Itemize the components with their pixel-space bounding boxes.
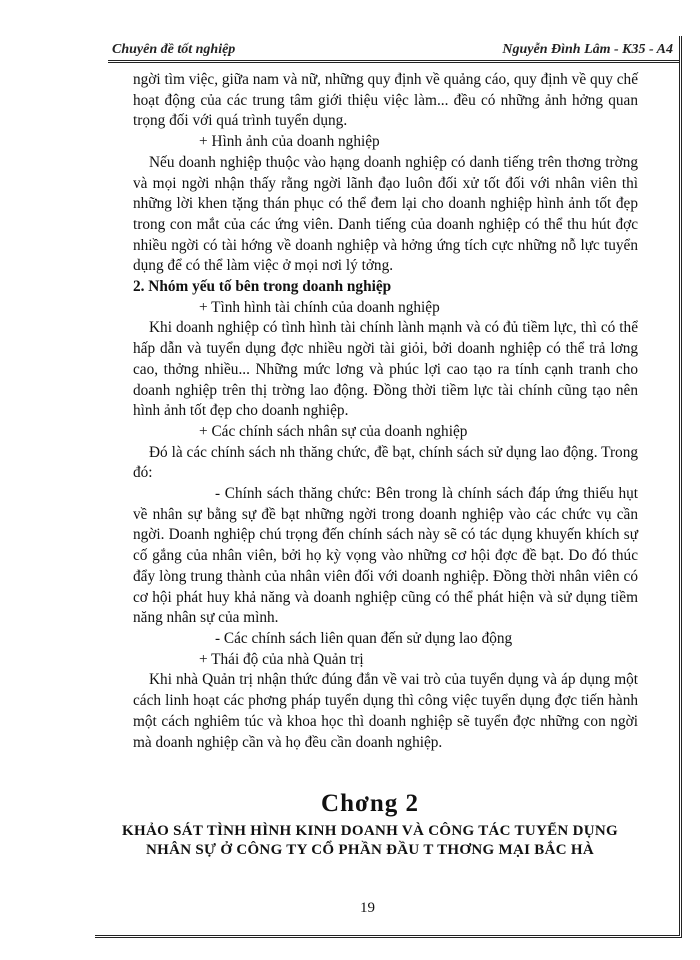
paragraph: Đó là các chính sách nh thăng chức, đề bạt, chính sách sử dụng lao động. Trong đó: xyxy=(133,443,638,482)
section-heading: + Tình hình tài chính của doanh nghiệp xyxy=(199,298,440,316)
paragraph: Khi doanh nghiệp có tình hình tài chính lành mạnh và có đủ tiềm lực, thì có thể hấp dẫn và tuyển dụng đợc nhiều ngời tài giỏi, bởi doanh nghiệp có thể trả lơng cao, thởng nhiều... Những mức lơng và phúc lợi cao tạo ra tính cạnh tranh cho doanh nghiệp trên thị trờng lao động. Đồng thời tiềm lực tài chính cũng tạo nên hình ảnh tốt đẹp cho doanh nghiệp. xyxy=(133,319,638,420)
section-heading: + Hình ảnh của doanh nghiệp xyxy=(199,133,380,151)
chapter-subtitle xyxy=(100,822,640,860)
header-title: Chuyên đề tốt nghiệp xyxy=(112,42,236,57)
paragraph: - Chính sách thăng chức: Bên trong là chính sách đáp ứng thiếu hụt về nhân sự bằng sự đề bạt những ngời trong doanh nghiệp vào các chức vụ cần ngời. Doanh nghiệp chú trọng đến chính sách này sẽ có tác dụng khuyến khích sự cố gắng của nhân viên, bởi họ kỳ vọng vào những cơ hội đợc đề bạt. Do đó thúc đẩy lòng trung thành của nhân viên đối với doanh nghiệp. Đồng thời nhân viên có cơ hội phát huy khả năng và doanh nghiệp cũng có thể phát hiện và sử dụng tiềm năng nhân sự của mình. xyxy=(133,485,638,627)
paragraph: ngời tìm việc, giữa nam và nữ, những quy định về quảng cáo, quy định về quy chế hoạt động của các trung tâm giới thiệu việc làm... đều có những ảnh hởng quan trọng đối với quá trình tuyển dụng. xyxy=(133,71,638,130)
chapter-title: Chơng 2 xyxy=(321,790,419,817)
header-author: Nguyễn Đình Lâm - K35 - A4 xyxy=(502,42,673,57)
page-header xyxy=(112,40,677,62)
chapter-subtitle-line: KHẢO SÁT TÌNH HÌNH KINH DOANH VÀ CÔNG TÁC TUYỂN DỤNG xyxy=(122,823,618,839)
page-number: 19 xyxy=(360,900,375,916)
section-heading: + Thái độ của nhà Quản trị xyxy=(199,650,364,668)
paragraph: Nếu doanh nghiệp thuộc vào hạng doanh nghiệp có danh tiếng trên thơng trờng và mọi ngời nhận thấy rằng ngời lãnh đạo luôn đối xử tốt đối với nhân viên thì những lời khen tặng thán phục có thể đem lại cho doanh nghiệp hình ảnh tốt đẹp trong con mắt của các ứng viên. Danh tiếng của doanh nghiệp có thể thu hút đợc nhiều ngời có tài hớng về doanh nghiệp và hởng ứng tích cực những nỗ lực tuyển dụng để có thể làm việc ở mọi nơi lý tởng. xyxy=(133,153,638,275)
header-rule xyxy=(108,60,680,63)
paragraph: Khi nhà Quản trị nhận thức đúng đắn về vai trò của tuyển dụng và áp dụng một cách linh hoạt các phơng pháp tuyển dụng thì công việc tuyển dụng đợc tiến hành một cách nghiêm túc và khoa học thì doanh nghiệp sẽ tuyển đợc những con ngời mà doanh nghiệp cần và họ đều cần doanh nghiệp. xyxy=(133,671,638,751)
section-heading: + Các chính sách nhân sự của doanh nghiệp xyxy=(199,422,468,440)
list-item: - Các chính sách liên quan đến sử dụng lao động xyxy=(215,629,513,647)
chapter-subtitle-line: NHÂN SỰ Ở CÔNG TY CỔ PHẦN ĐẦU T THƠNG MẠI BẮC HÀ xyxy=(145,842,595,858)
group-heading: 2. Nhóm yếu tố bên trong doanh nghiệp xyxy=(133,278,392,296)
body-text xyxy=(133,70,638,753)
